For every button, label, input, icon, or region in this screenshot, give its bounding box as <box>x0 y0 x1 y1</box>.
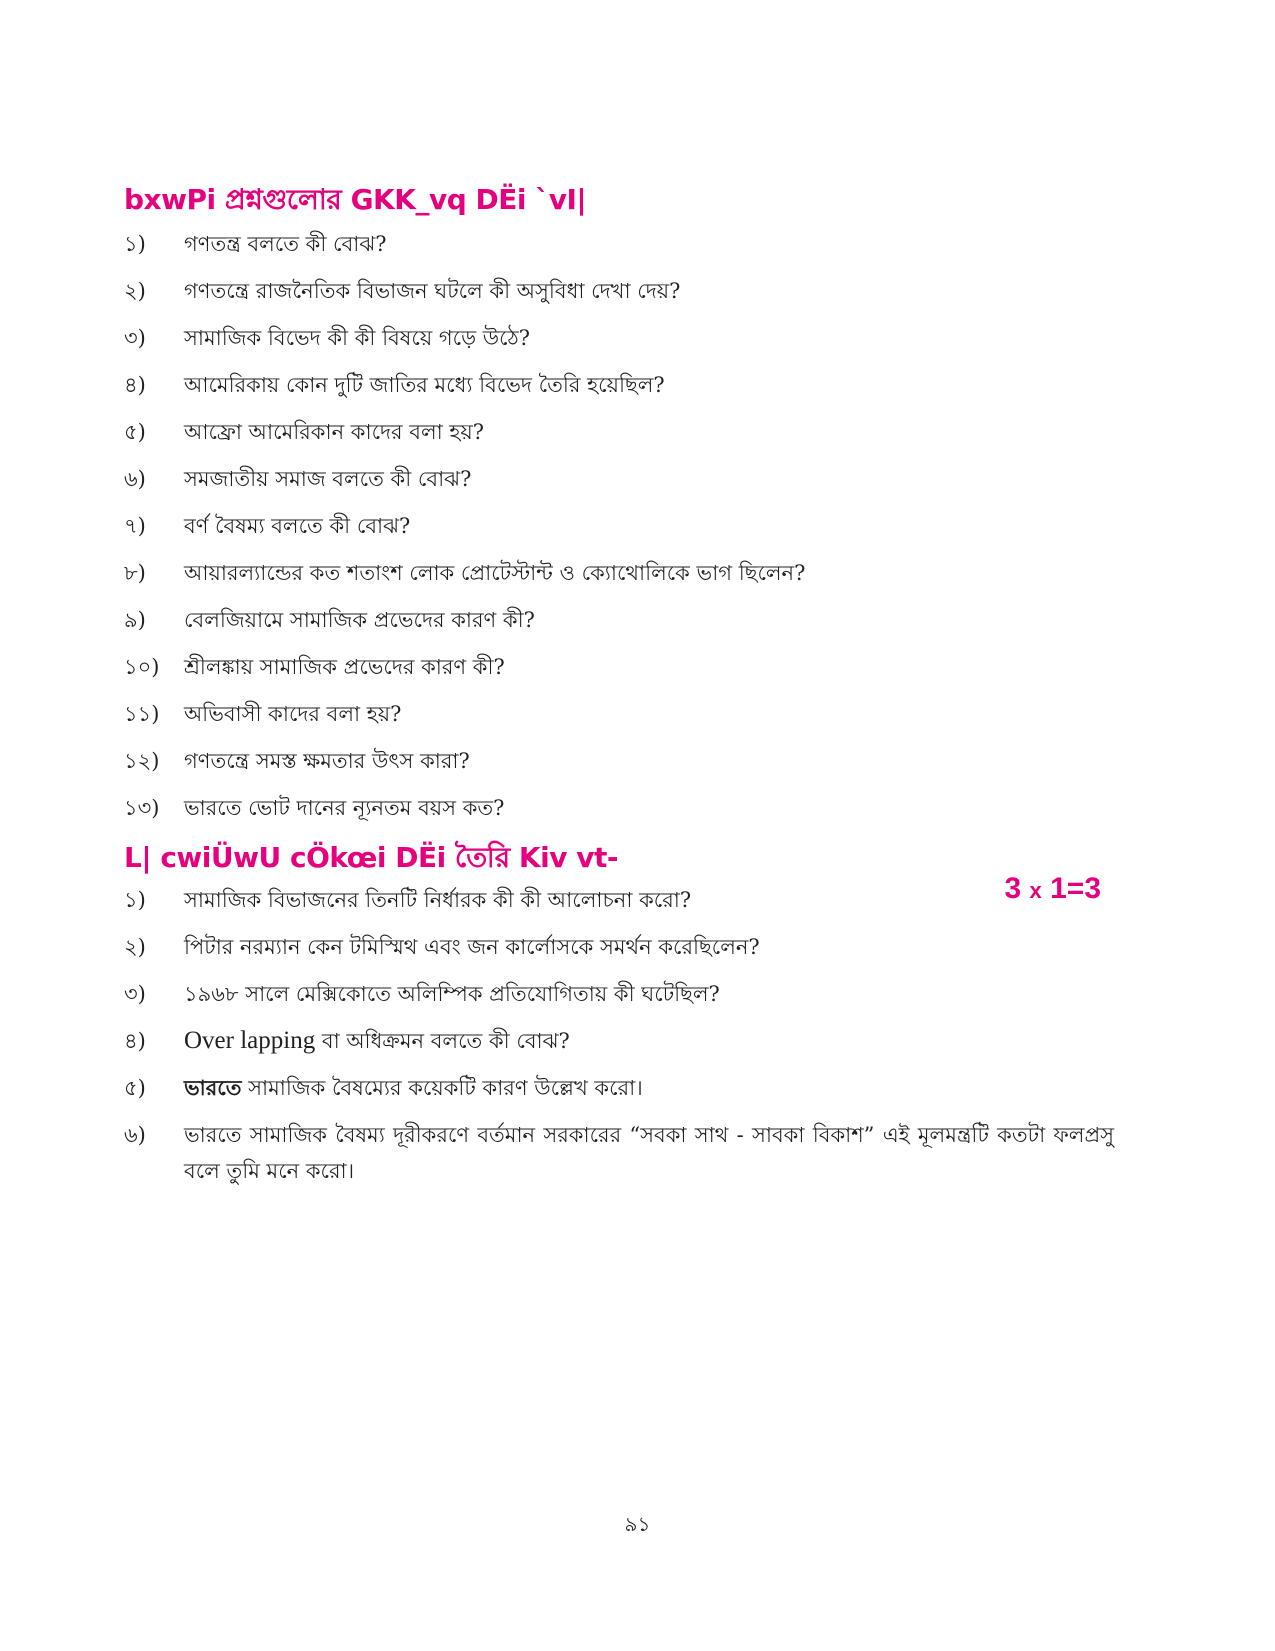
section2-heading: L| cwiÜwU cÖkœi DËi তৈরি Kiv vt- <box>124 841 618 874</box>
question-bold-term: ভারতে <box>184 1075 242 1100</box>
question-number: ৯) <box>124 608 146 632</box>
question-number: ৩) <box>124 982 146 1006</box>
question-text <box>184 1070 1114 1106</box>
question-item <box>124 367 1114 403</box>
question-text: আয়ারল্যান্ডের কত শতাংশ লোক প্রোটেস্টান্ট ও ক্যোথোলিকে ভাগ ছিলেন? <box>184 561 806 585</box>
question-text: সামাজিক বিভেদ কী কী বিষয়ে গড়ে উঠে? <box>184 326 531 350</box>
question-item <box>124 1070 1114 1106</box>
question-text: অভিবাসী কাদের বলা হয়? <box>184 702 402 726</box>
question-number: ৩) <box>124 326 146 350</box>
question-item <box>124 882 1114 918</box>
question-number: ৫) <box>124 1076 146 1100</box>
question-text: বর্ণ বৈষম্য বলতে কী বোঝ? <box>184 514 411 538</box>
question-text: আমেরিকায় কোন দুটি জাতির মধ্যে বিভেদ তৈরি হয়েছিল? <box>184 373 665 397</box>
question-item <box>124 696 1114 732</box>
question-item <box>124 414 1114 450</box>
page-number: ৯১ <box>624 1512 651 1536</box>
marks-multiply: x <box>1029 878 1042 903</box>
question-item <box>124 226 1114 262</box>
question-item <box>124 273 1114 309</box>
question-item <box>124 1117 1114 1189</box>
question-item <box>124 649 1114 685</box>
question-item <box>124 461 1114 497</box>
question-number: ৭) <box>124 514 146 538</box>
question-number: ১) <box>124 888 146 912</box>
question-number: ৬) <box>124 1123 146 1147</box>
question-text: গণতন্ত্র বলতে কী বোঝ? <box>184 232 387 256</box>
question-item <box>124 976 1114 1012</box>
question-text-rest: সামাজিক বৈষম্যের কয়েকটি কারণ উল্লেখ করো। <box>241 1076 643 1100</box>
question-text: ১৯৬৮ সালে মেক্সিকোতে অলিম্পিক প্রতিযোগিতায় কী ঘটেছিল? <box>184 982 720 1006</box>
question-text: পিটার নরম্যান কেন টমিস্মিথ এবং জন কার্লোসকে সমর্থন করেছিলেন? <box>184 935 760 959</box>
question-item <box>124 508 1114 544</box>
section1-heading: bxwPi প্রশ্নগুলোর GKK_vq DËi `vI| <box>124 183 587 216</box>
question-number: ১১) <box>124 702 160 726</box>
question-number: ২) <box>124 935 146 959</box>
question-number: ৮) <box>124 561 146 585</box>
question-number: ৪) <box>124 1029 146 1053</box>
marks-total: 1=3 <box>1050 872 1101 905</box>
question-text: গণতন্ত্রে সমস্ত ক্ষমতার উৎস কারা? <box>184 749 470 773</box>
question-text: শ্রীলঙ্কায় সামাজিক প্রভেদের কারণ কী? <box>184 655 505 679</box>
question-item <box>124 555 1114 591</box>
question-item <box>124 790 1114 826</box>
question-text: বেলজিয়ামে সামাজিক প্রভেদের কারণ কী? <box>184 608 535 632</box>
question-number: ১২) <box>124 749 160 773</box>
question-number: ৫) <box>124 420 146 444</box>
question-item <box>124 320 1114 356</box>
marks-count: 3 <box>1004 872 1022 905</box>
question-number: ১) <box>124 232 146 256</box>
question-text: গণতন্ত্রে রাজনৈতিক বিভাজন ঘটলে কী অসুবিধা দেখা দেয়? <box>184 279 681 303</box>
question-number: ১০) <box>124 655 160 679</box>
question-number: ২) <box>124 279 146 303</box>
question-latin-term: Over lapping <box>184 1027 316 1054</box>
question-number: ১৩) <box>124 796 160 820</box>
question-text: ভারতে ভোট দানের ন্যূনতম বয়স কত? <box>184 796 505 820</box>
question-number: ৬) <box>124 467 146 491</box>
question-text: আফ্রো আমেরিকান কাদের বলা হয়? <box>184 420 485 444</box>
question-item <box>124 743 1114 779</box>
question-text: সামাজিক বিভাজনের তিনটি নির্ধারক কী কী আলোচনা করো? <box>184 888 692 912</box>
question-text: ভারতে সামাজিক বৈষম্য দূরীকরণে বর্তমান সরকারের “সবকা সাথ - সাবকা বিকাশ” এই মূলমন্ত্রটি কতটা ফলপ্রসু বলে তুমি মনে করো। <box>184 1123 1114 1183</box>
question-item <box>124 929 1114 965</box>
question-item <box>124 1023 1114 1059</box>
question-item <box>124 602 1114 638</box>
question-text <box>184 1023 1114 1059</box>
question-text: সমজাতীয় সমাজ বলতে কী বোঝ? <box>184 467 472 491</box>
question-text-rest: বা অধিক্রমন বলতে কী বোঝ? <box>315 1029 570 1053</box>
question-number: ৪) <box>124 373 146 397</box>
